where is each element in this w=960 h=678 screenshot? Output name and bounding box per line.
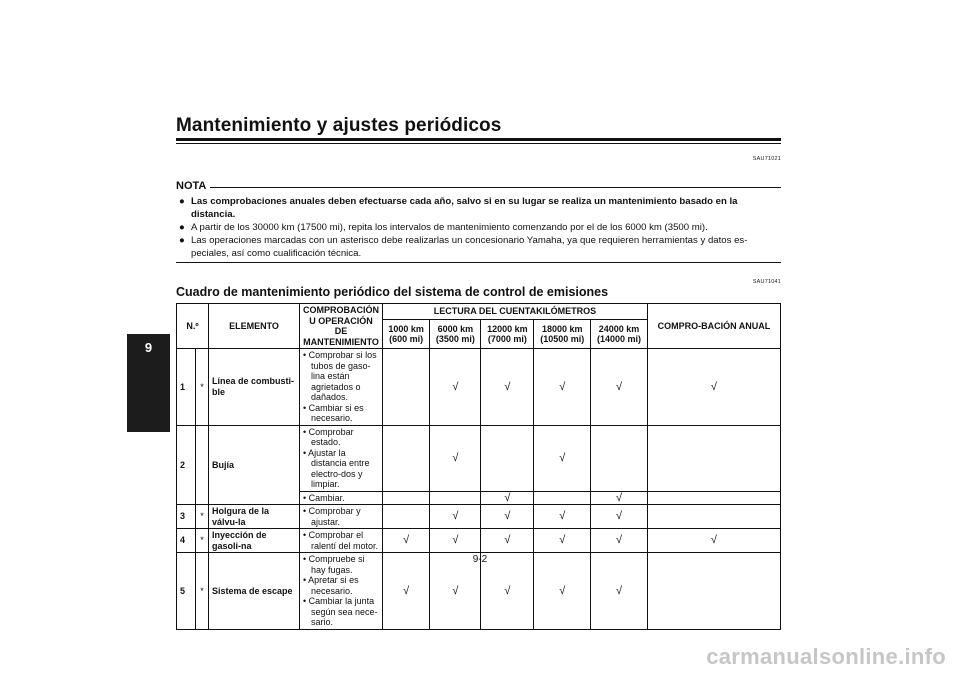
dealer-asterisk	[196, 425, 209, 505]
check-mark-icon: √	[615, 510, 622, 523]
operation-text: Cambiar.	[308, 492, 345, 503]
row-element: Inyección de gasoli-na	[209, 529, 300, 553]
nota-item	[176, 234, 781, 260]
header-odometer: LECTURA DEL CUENTAKILÓMETROS	[383, 304, 648, 320]
maintenance-table	[176, 303, 781, 630]
dealer-asterisk: *	[196, 553, 209, 630]
table-row	[177, 349, 781, 426]
row-number: 4	[177, 529, 196, 553]
header-item: ELEMENTO	[209, 304, 300, 349]
interval-cell	[591, 425, 648, 491]
table-row	[177, 425, 781, 491]
interval-cell	[647, 505, 780, 529]
interval-cell	[534, 349, 591, 426]
operation-line	[303, 448, 379, 490]
bullet-icon: •	[303, 530, 309, 540]
interval-cell	[647, 349, 780, 426]
title-rule	[176, 138, 781, 141]
header-check: COMPROBACIÓN U OPERACIÓN DE MANTENIMIENTO	[300, 304, 383, 349]
watermark: carmanualsonline.info	[706, 644, 946, 669]
bullet-icon: •	[303, 492, 309, 503]
row-element: Línea de combusti-ble	[209, 349, 300, 426]
bullet-icon: •	[303, 506, 309, 516]
row-element: Bujía	[209, 425, 300, 505]
operation-line	[303, 506, 379, 527]
title-rule-thin	[176, 143, 781, 144]
nota-label: NOTA	[176, 180, 207, 192]
check-mark-icon: √	[452, 510, 459, 523]
interval-cell	[591, 505, 648, 529]
check-mark-icon: √	[504, 510, 511, 523]
check-mark-icon: √	[615, 491, 622, 504]
check-mark-icon: √	[452, 451, 459, 464]
operation-line	[303, 427, 379, 448]
operation-line	[303, 403, 379, 424]
row-number: 5	[177, 553, 196, 630]
operation-text: Comprobar estado.	[308, 426, 354, 447]
nota-code: SAU71021	[752, 156, 781, 162]
bullet-icon: •	[303, 575, 309, 585]
interval-cell	[383, 529, 430, 553]
operation-text: Compruebe si hay fugas.	[308, 554, 365, 575]
check-mark-icon: √	[559, 451, 566, 464]
interval-cell	[383, 425, 430, 491]
interval-cell	[647, 425, 780, 491]
header-interval: 1000 km (600 mi)	[383, 320, 430, 349]
row-operation	[300, 349, 383, 426]
page-number: 9-2	[472, 554, 488, 565]
operation-text: Cambiar si es necesario.	[308, 402, 364, 423]
row-operation	[300, 529, 383, 553]
interval-cell	[481, 349, 534, 426]
dealer-asterisk: *	[196, 529, 209, 553]
interval-cell	[534, 491, 591, 505]
nota-divider	[210, 187, 781, 188]
operation-line	[303, 530, 379, 551]
check-mark-icon: √	[710, 380, 717, 393]
check-mark-icon: √	[559, 380, 566, 393]
check-mark-icon: √	[559, 584, 566, 597]
check-mark-icon: √	[403, 534, 410, 547]
check-mark-icon: √	[559, 534, 566, 547]
bullet-icon: •	[303, 426, 309, 437]
check-mark-icon: √	[452, 534, 459, 547]
bullet-icon: •	[303, 596, 309, 606]
interval-cell	[383, 491, 430, 505]
check-mark-icon: √	[504, 584, 511, 597]
interval-cell	[430, 491, 481, 505]
nota-item-text: Las operaciones marcadas con un asterisco debe realizarlas un concesionario Yamaha, ya que requieren herramientas y datos es-peciales, así como cualificación técnica.	[191, 235, 748, 259]
bullet-icon: •	[303, 554, 309, 564]
bullet-icon: •	[303, 350, 309, 360]
check-mark-icon: √	[452, 380, 459, 393]
row-number: 3	[177, 505, 196, 529]
bullet-icon: ●	[179, 196, 185, 207]
interval-cell	[383, 505, 430, 529]
check-mark-icon: √	[504, 534, 511, 547]
interval-cell	[647, 529, 780, 553]
section-code: SAU71041	[752, 279, 781, 285]
row-operation	[300, 505, 383, 529]
dealer-asterisk: *	[196, 505, 209, 529]
check-mark-icon: √	[615, 534, 622, 547]
interval-cell	[591, 349, 648, 426]
operation-line	[303, 350, 379, 403]
operation-text: Cambiar la junta según sea nece-sario.	[308, 596, 378, 627]
interval-cell	[481, 425, 534, 491]
section-title: Cuadro de mantenimiento periódico del sistema de control de emisiones	[176, 285, 609, 299]
header-interval: 12000 km (7000 mi)	[481, 320, 534, 349]
nota-header	[176, 180, 781, 192]
bullet-icon: ●	[179, 222, 185, 233]
header-annual: COMPRO-BACIÓN ANUAL	[647, 304, 780, 349]
interval-cell	[430, 349, 481, 426]
nota-item-text: A partir de los 30000 km (17500 mi), repita los intervalos de mantenimiento comenzando por el de los 6000 km (3500 mi).	[191, 222, 708, 233]
interval-cell	[430, 529, 481, 553]
page-title: Mantenimiento y ajustes periódicos	[176, 115, 502, 136]
check-mark-icon: √	[559, 510, 566, 523]
nota-item-text: Las comprobaciones anuales deben efectuarse cada año, salvo si en su lugar se realiza un mantenimiento basado en la distancia.	[191, 196, 738, 220]
table-row	[177, 505, 781, 529]
header-num: N.º	[177, 304, 209, 349]
interval-cell	[430, 425, 481, 491]
bullet-icon: ●	[179, 235, 185, 246]
interval-cell	[591, 529, 648, 553]
interval-cell	[534, 529, 591, 553]
nota-item	[176, 221, 781, 234]
row-number: 1	[177, 349, 196, 426]
row-operation	[300, 425, 383, 491]
table-header-row	[177, 304, 781, 320]
check-mark-icon: √	[615, 380, 622, 393]
check-mark-icon: √	[710, 534, 717, 547]
row-number: 2	[177, 425, 196, 505]
interval-cell	[534, 425, 591, 491]
interval-cell	[383, 349, 430, 426]
check-mark-icon: √	[403, 584, 410, 597]
interval-cell	[481, 529, 534, 553]
row-element: Holgura de la válvu-la	[209, 505, 300, 529]
interval-cell	[430, 505, 481, 529]
header-interval: 24000 km (14000 mi)	[591, 320, 648, 349]
row-element: Sistema de escape	[209, 553, 300, 630]
operation-line	[303, 493, 379, 504]
header-interval: 6000 km (3500 mi)	[430, 320, 481, 349]
bullet-icon: •	[303, 402, 309, 413]
operation-line	[303, 596, 379, 628]
interval-cell	[481, 505, 534, 529]
nota-list	[176, 195, 781, 260]
nota-item	[176, 195, 781, 221]
interval-cell	[481, 491, 534, 505]
check-mark-icon: √	[615, 584, 622, 597]
chapter-tab: 9	[127, 334, 170, 432]
bullet-icon: •	[303, 447, 309, 458]
operation-text: Comprobar y ajustar.	[308, 506, 361, 527]
operation-text: Ajustar la distancia entre electro-dos y limpiar.	[308, 447, 370, 489]
interval-cell	[647, 491, 780, 505]
check-mark-icon: √	[504, 380, 511, 393]
operation-text: Comprobar el ralentí del motor.	[308, 530, 379, 551]
interval-cell	[534, 505, 591, 529]
operation-line	[303, 575, 379, 596]
check-mark-icon: √	[452, 584, 459, 597]
interval-cell	[591, 491, 648, 505]
dealer-asterisk: *	[196, 349, 209, 426]
operation-text: Apretar si es necesario.	[308, 575, 359, 596]
operation-text: Comprobar si los tubos de gaso-lina están agrietados o dañados.	[308, 350, 377, 402]
table-row	[177, 529, 781, 553]
nota-bottom-rule	[176, 262, 781, 263]
row-operation	[300, 491, 383, 505]
header-interval: 18000 km (10500 mi)	[534, 320, 591, 349]
check-mark-icon: √	[504, 491, 511, 504]
